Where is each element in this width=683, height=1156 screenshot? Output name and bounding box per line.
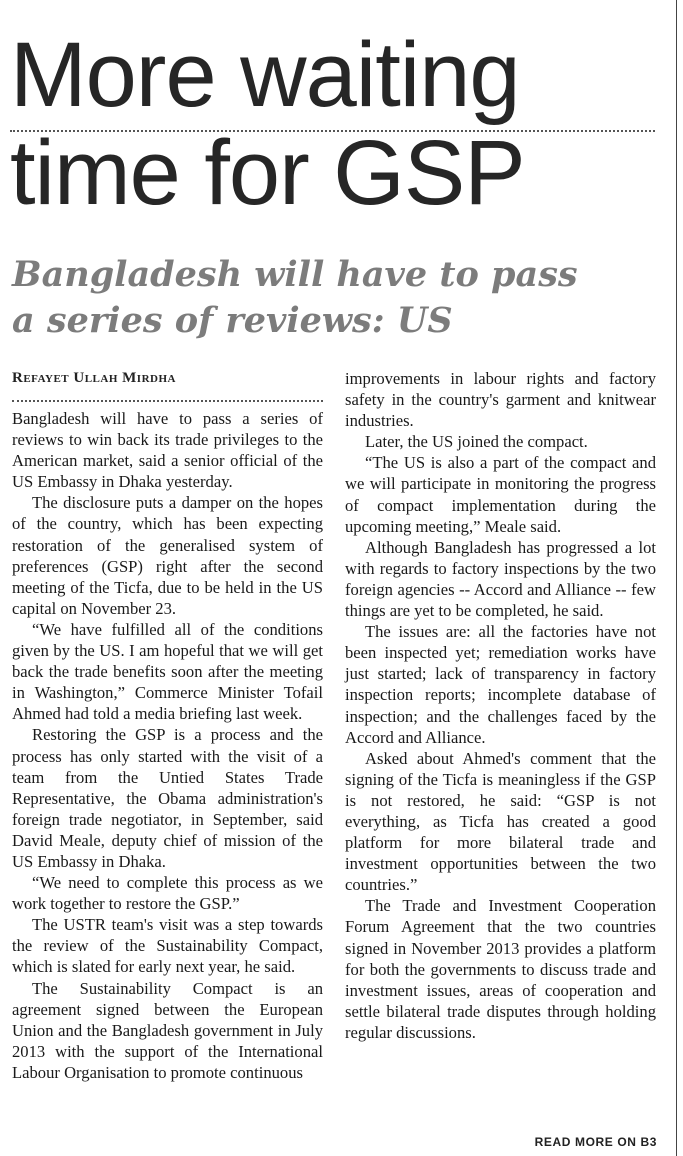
paragraph: Bangladesh will have to pass a series of reviews to win back its trade privileges to the American market, said a senior official of the US Embassy in Dhaka yesterday. <box>12 409 323 492</box>
paragraph: improvements in labour rights and factory safety in the country's garment and knitwear industries. <box>345 369 656 431</box>
byline-divider <box>12 400 323 402</box>
paragraph: Asked about Ahmed's comment that the signing of the Ticfa is meaningless if the GSP is not restored, he said: “GSP is not everything, as Ticfa has created a good platform for more bilateral trade and investment opportunities between the two countries.” <box>345 748 656 895</box>
read-more-link[interactable]: READ MORE ON B3 <box>534 1135 657 1149</box>
subheadline <box>12 252 662 344</box>
subheadline-line-2: a series of reviews: US <box>12 300 453 341</box>
byline: Refayet Ullah Mirdha <box>12 370 176 386</box>
subheadline-line-1: Bangladesh will have to pass <box>12 254 578 295</box>
paragraph: “We need to complete this process as we work together to restore the GSP.” <box>12 873 323 914</box>
paragraph: Although Bangladesh has progressed a lot with regards to factory inspections by the two foreign agencies -- Accord and Alliance -- few things are yet to be completed, he said. <box>345 537 656 621</box>
paragraph: “We have fulfilled all of the conditions given by the US. I am hopeful that we will get back the trade benefits soon after the meeting in Washington,” Commerce Minister Tofail Ahmed had told a media briefing last week. <box>12 619 323 724</box>
paragraph: Later, the US joined the compact. <box>365 432 588 452</box>
paragraph: The Trade and Investment Cooperation Forum Agreement that the two countries signed in November 2013 provides a platform for both the governments to discuss trade and investment issues, areas of cooperation and settle bilateral trade disputes through holding regular discussions. <box>345 896 656 1042</box>
headline-line-2: time for GSP <box>10 122 525 224</box>
article-column-right <box>345 368 656 1043</box>
headline <box>10 26 670 222</box>
column-rule <box>676 0 677 1156</box>
headline-divider <box>10 130 655 132</box>
paragraph: The issues are: all the factories have not been inspected yet; remediation works have just started; lack of transparency in factory inspection reports; incomplete database of inspection; and the challenges faced by the Accord and Alliance. <box>345 622 656 747</box>
headline-line-1: More waiting <box>10 24 520 126</box>
paragraph: The Sustainability Compact is an agreement signed between the European Union and the Bangladesh government in July 2013 with the support of the International Labour Organisation to promote continuous <box>12 978 323 1082</box>
paragraph: “The US is also a part of the compact and we will participate in monitoring the progress of compact implementation during the upcoming meeting,” Meale said. <box>345 453 656 536</box>
paragraph: The disclosure puts a damper on the hopes of the country, which has been expecting restoration of the generalised system of preferences (GSP) right after the second meeting of the Ticfa, due to be held in the US capital on November 23. <box>12 493 323 618</box>
article-column-left <box>12 368 323 1083</box>
paragraph: The USTR team's visit was a step towards the review of the Sustainability Compact, which is slated for early next year, he said. <box>12 915 323 977</box>
paragraph: Restoring the GSP is a process and the process has only started with the visit of a team from the Untied States Trade Representative, the Obama administration's foreign trade negotiator, in September, said David Meale, deputy chief of mission of the US Embassy in Dhaka. <box>12 725 323 871</box>
